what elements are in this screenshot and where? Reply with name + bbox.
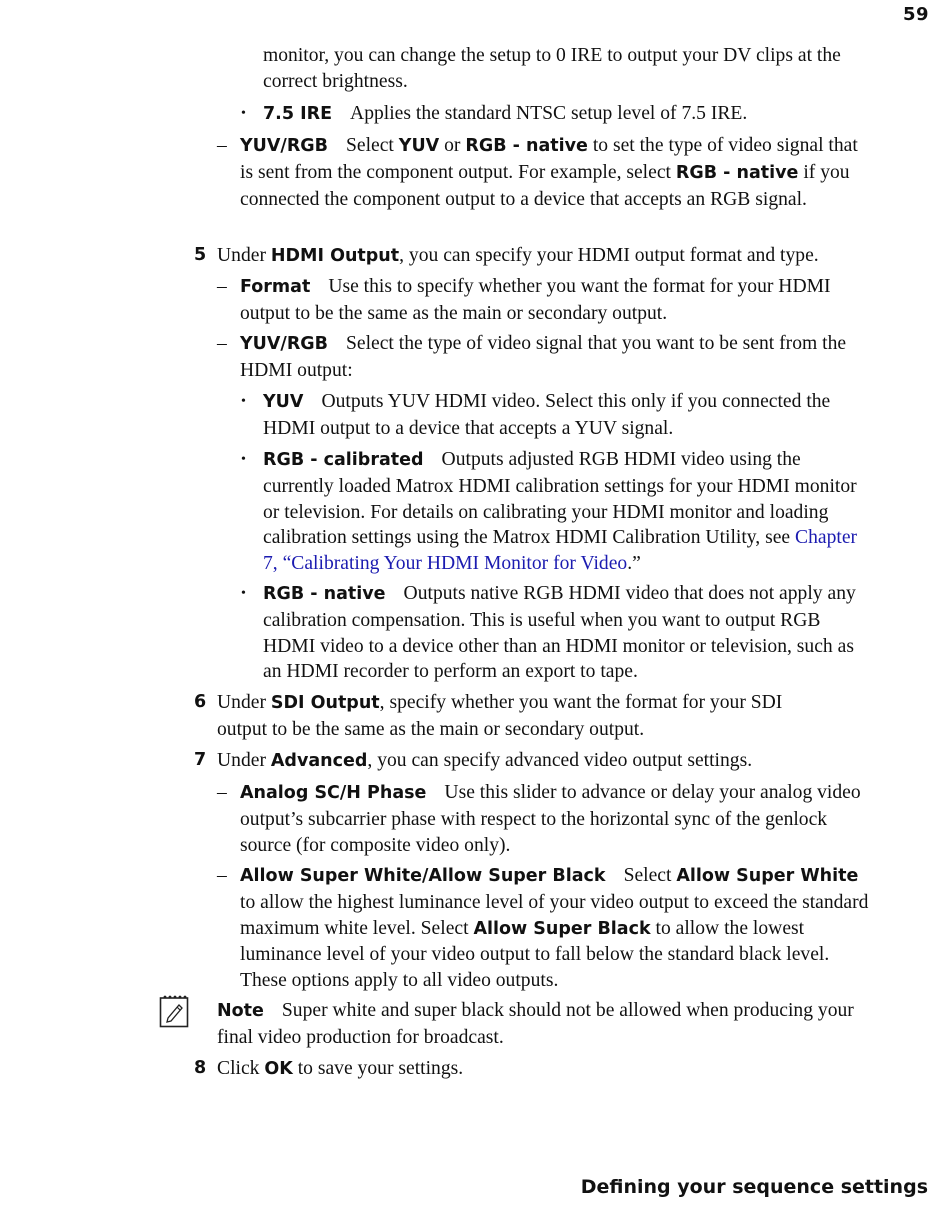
chapter-7-link[interactable]: Chapter 7, “Calibrating Your HDMI Monitor for Video [263, 527, 858, 575]
item-text: Use this to specify whether you want the format for your HDMI output to be the same as the main or secondary output. [240, 276, 831, 324]
term-label: YUV/RGB [240, 334, 328, 354]
term-label: Format [240, 277, 311, 297]
step-8-text [217, 1056, 817, 1083]
page-number: 59 [902, 4, 929, 25]
term-label: HDMI Output [270, 246, 400, 266]
step-number: 5 [194, 245, 207, 265]
item-text: Applies the standard NTSC setup level of 7.5 IRE. [350, 103, 748, 124]
super-white-black-item [240, 863, 870, 994]
dash-marker: – [217, 865, 227, 886]
dash-marker: – [217, 782, 227, 803]
ire-item [263, 101, 873, 128]
item-text: Under [217, 245, 266, 266]
item-text: to allow the highest luminance level of your video output to exceed the standard maximum white level. Select [240, 891, 869, 939]
item-text: to save your settings. [297, 1058, 464, 1079]
term-label: OK [264, 1059, 293, 1079]
format-item [240, 274, 840, 327]
yuv-item [263, 389, 863, 442]
term-label: YUV [263, 392, 304, 412]
step-number: 8 [194, 1058, 207, 1078]
item-text: Under [217, 750, 266, 771]
step-number: 6 [194, 692, 207, 712]
item-text: Select [346, 135, 394, 156]
item-text: Outputs native RGB HDMI video that does not apply any calibration compensation. This is useful when you want to output RGB HDMI video to a device other than an HDMI monitor or television, such as an HDMI recorder to perform an export to tape. [263, 583, 856, 683]
note-text [217, 998, 872, 1051]
item-text: Under [217, 692, 266, 713]
body-paragraph: monitor, you can change the setup to 0 IRE to output your DV clips at the correct brightness. [263, 45, 841, 92]
term-label: Allow Super White/Allow Super Black [240, 866, 606, 886]
note-label: Note [217, 1001, 264, 1021]
item-text: Use this slider to advance or delay your analog video output’s subcarrier phase with respect to the horizontal sync of the genlock source (for composite video only). [240, 782, 861, 856]
dash-marker: – [217, 333, 227, 354]
item-text: , specify whether you want the format for your SDI output to be the same as the main or secondary output. [217, 692, 783, 740]
term-label: YUV/RGB [240, 136, 328, 156]
term-label: RGB - native [465, 136, 588, 156]
item-text: if you connected the component output to a device that accepts an RGB signal. [240, 161, 850, 210]
term-label: SDI Output [270, 693, 380, 713]
bullet-marker: • [241, 106, 246, 121]
step-7-text [217, 748, 872, 775]
term-label: Allow Super Black [473, 918, 651, 939]
step-number: 7 [194, 750, 207, 770]
item-text: to set the type of video signal that is sent from the component output. For example, select [240, 135, 858, 183]
item-text: Outputs YUV HDMI video. Select this only if you connected the HDMI output to a device that accepts a YUV signal. [263, 391, 831, 439]
step-5-text [217, 243, 872, 270]
term-label: RGB - calibrated [263, 450, 424, 470]
term-label: RGB - native [675, 162, 799, 183]
rgb-native-item [263, 581, 873, 685]
item-text: .” [627, 553, 641, 575]
term-label: Analog SC/H Phase [240, 783, 427, 803]
note-icon [159, 994, 189, 1028]
term-label: Advanced [270, 751, 368, 771]
yuv-rgb-component-item [240, 133, 872, 212]
bullet-marker: • [241, 452, 246, 467]
term-label: Allow Super White [676, 866, 859, 886]
term-label: YUV [398, 136, 440, 156]
item-text: Outputs adjusted RGB HDMI video using the currently loaded Matrox HDMI calibration settings for your HDMI monitor or television. For details on calibrating your HDMI monitor and loading calibration settings using the Matrox HDMI Calibration Utility, see [263, 449, 857, 549]
rgb-calibrated-item [263, 447, 863, 577]
analog-sch-item [240, 780, 865, 858]
yuv-rgb-hdmi-item [240, 331, 872, 384]
item-text: Select the type of video signal that you want to be sent from the HDMI output: [240, 333, 847, 381]
item-text: to allow the lowest luminance level of your video output to fall below the standard black level. These options apply to all video outputs. [240, 917, 830, 992]
item-text: or [444, 135, 461, 156]
item-text: Super white and super black should not be allowed when producing your final video production for broadcast. [217, 1000, 854, 1048]
bullet-marker: • [241, 394, 246, 409]
item-text: , you can specify your HDMI output format and type. [399, 245, 819, 266]
item-text: , you can specify advanced video output settings. [367, 750, 753, 771]
step-6-text [217, 690, 837, 743]
item-text: Select [623, 865, 672, 886]
item-text: Click [217, 1058, 260, 1079]
term-label: 7.5 IRE [263, 104, 333, 124]
term-label: RGB - native [263, 584, 386, 604]
page-footer: Defining your sequence settings [580, 1176, 928, 1198]
bullet-marker: • [241, 586, 246, 601]
dash-marker: – [217, 135, 227, 156]
dash-marker: – [217, 276, 227, 297]
